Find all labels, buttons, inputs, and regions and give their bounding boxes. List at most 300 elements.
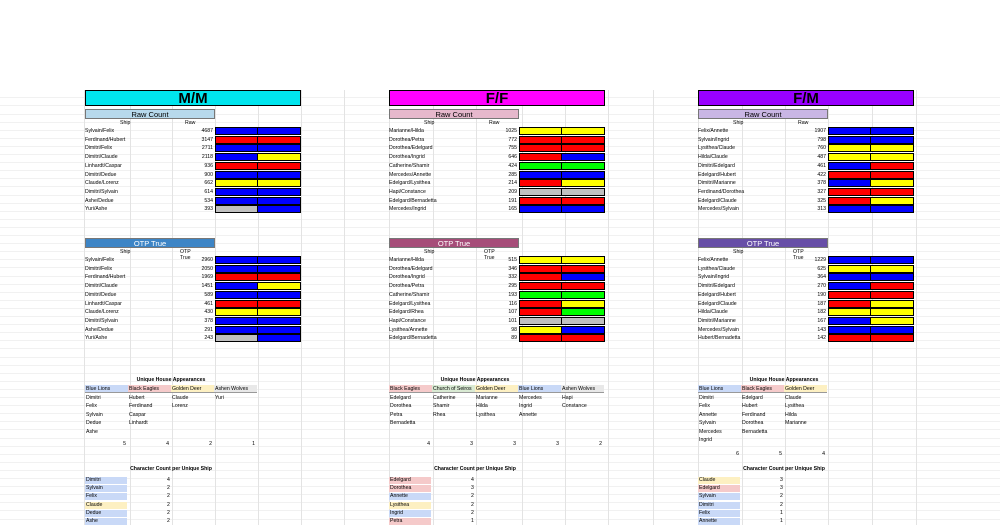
raw-count-header: Raw Count — [85, 109, 215, 119]
ship-count: 378 — [204, 317, 213, 324]
table-row — [389, 136, 605, 144]
table-row — [389, 326, 605, 334]
house-member: Ashe — [86, 428, 98, 435]
house-count: 5 — [123, 441, 126, 447]
character-count: 1 — [780, 509, 783, 516]
house-color-cell — [871, 205, 914, 213]
ship-count: 422 — [817, 171, 826, 178]
house-color-cell — [871, 300, 914, 308]
house-color-cell — [871, 308, 914, 316]
ship-count: 364 — [817, 274, 826, 281]
house-color-cell — [258, 334, 301, 342]
col-header-ship: Ship — [733, 120, 744, 126]
ship-name: Marianne/Hilda — [389, 257, 424, 263]
house-header: Blue Lions — [698, 385, 741, 393]
ship-name: Edelgard/Bernadetta — [389, 335, 437, 342]
ship-name: Dimitri/Sylvain — [85, 188, 118, 195]
ship-count: 589 — [204, 291, 213, 298]
unique-house-title: Unique House Appearances — [440, 377, 510, 383]
house-color-cell — [562, 273, 605, 281]
house-color-cell — [519, 162, 562, 170]
character-name: Felix — [698, 510, 740, 517]
character-count: 2 — [471, 509, 474, 516]
house-member: Ingrid — [519, 403, 532, 410]
ship-count: 378 — [817, 180, 826, 187]
ship-count: 534 — [204, 197, 213, 204]
otp-true-header: OTP True — [85, 238, 215, 248]
house-color-cell — [871, 153, 914, 161]
house-color-cell — [258, 273, 301, 281]
house-color-cell — [215, 205, 258, 213]
house-color-cell — [215, 256, 258, 264]
house-color-cell — [215, 171, 258, 179]
ship-count: 772 — [508, 136, 517, 143]
ship-count: 190 — [817, 291, 826, 298]
raw-count-header: Raw Count — [698, 109, 828, 119]
house-count: 3 — [556, 441, 559, 447]
house-member: Annette — [519, 411, 537, 418]
ship-name: Edelgard/Claude — [698, 197, 737, 204]
house-color-cell — [871, 265, 914, 273]
house-color-cell — [562, 171, 605, 179]
house-color-cell — [871, 162, 914, 170]
house-color-cell — [215, 153, 258, 161]
ship-count: 1907 — [814, 128, 826, 134]
house-color-cell — [258, 256, 301, 264]
house-member: Petra — [390, 411, 403, 418]
table-row — [85, 127, 301, 135]
house-color-cell — [215, 127, 258, 135]
house-member: Dedue — [86, 420, 102, 427]
house-member: Annette — [699, 411, 717, 418]
house-color-cell — [519, 273, 562, 281]
house-color-cell — [562, 300, 605, 308]
ship-name: Dorothea/Ingrid — [389, 154, 425, 161]
ship-count: 614 — [204, 188, 213, 195]
ship-name: Hapi/Constance — [389, 188, 426, 195]
house-color-cell — [871, 136, 914, 144]
ship-name: Claude/Lorenz — [85, 180, 119, 187]
house-color-cell — [562, 326, 605, 334]
house-color-cell — [562, 291, 605, 299]
ship-count: 209 — [508, 188, 517, 195]
house-color-cell — [828, 162, 871, 170]
ship-count: 325 — [817, 197, 826, 204]
ship-name: Edelgard/Rhea — [389, 309, 424, 316]
ship-name: Dimitri/Felix — [85, 145, 113, 152]
ship-count: 1451 — [201, 283, 213, 290]
house-color-cell — [519, 334, 562, 342]
section-title: F/F — [389, 90, 605, 106]
character-count: 2 — [167, 509, 170, 516]
character-name: Sylvain — [698, 493, 740, 500]
ship-count: 393 — [204, 206, 213, 213]
ship-count: 1025 — [505, 128, 517, 134]
table-row — [698, 256, 914, 264]
table-row — [698, 308, 914, 316]
table-row — [698, 282, 914, 290]
house-color-cell — [258, 205, 301, 213]
house-color-cell — [871, 127, 914, 135]
ship-name: Ferdinand/Hubert — [85, 274, 126, 281]
ship-count: 430 — [204, 309, 213, 316]
table-row — [389, 162, 605, 170]
house-color-cell — [871, 273, 914, 281]
character-name: Annette — [389, 493, 431, 500]
house-color-cell — [258, 265, 301, 273]
ship-count: 3147 — [201, 136, 213, 143]
col-header-value: Raw — [185, 120, 196, 126]
col-header-value: OTP True — [484, 249, 495, 261]
table-row — [85, 179, 301, 187]
house-count: 1 — [252, 441, 255, 447]
house-member: Bernadetta — [742, 428, 768, 435]
table-row — [85, 136, 301, 144]
ship-name: Dorothea/Petra — [389, 136, 425, 143]
house-color-cell — [519, 136, 562, 144]
house-color-cell — [215, 334, 258, 342]
house-color-cell — [871, 197, 914, 205]
house-color-cell — [519, 205, 562, 213]
house-color-cell — [871, 179, 914, 187]
ship-name: Sylvain/Ingrid — [698, 136, 730, 143]
house-member: Edelgard — [742, 395, 763, 401]
house-member: Edelgard — [390, 395, 411, 401]
ship-name: Edelgard/Lysithea — [389, 180, 431, 187]
table-row — [698, 326, 914, 334]
ship-name: Edelgard/Bernadetta — [389, 197, 437, 204]
house-header: Ashen Wolves — [214, 385, 257, 393]
house-color-cell — [562, 188, 605, 196]
character-name: Felix — [85, 493, 127, 500]
ship-count: 662 — [204, 180, 213, 187]
table-row — [698, 171, 914, 179]
ship-name: Hilda/Claude — [698, 309, 728, 316]
character-count: 2 — [471, 493, 474, 500]
house-color-cell — [871, 334, 914, 342]
house-color-cell — [258, 282, 301, 290]
ship-name: Lysithea/Annette — [389, 326, 428, 333]
house-color-cell — [828, 300, 871, 308]
table-row — [698, 334, 914, 342]
ship-count: 327 — [817, 188, 826, 195]
house-color-cell — [828, 308, 871, 316]
ship-count: 346 — [508, 265, 517, 272]
table-row — [389, 153, 605, 161]
ship-name: Dimitri/Claude — [85, 283, 118, 290]
character-name: Annette — [698, 518, 740, 525]
col-header-ship: Ship — [733, 249, 744, 255]
ship-name: Dimitri/Dedue — [85, 171, 117, 178]
house-color-cell — [519, 308, 562, 316]
table-row — [698, 205, 914, 213]
ship-name: Dorothea/Edelgard — [389, 265, 433, 272]
character-name: Dimitri — [698, 502, 740, 509]
ship-name: Edelgard/Lysithea — [389, 300, 431, 307]
col-header-ship: Ship — [120, 249, 131, 255]
character-count: 2 — [167, 518, 170, 524]
ship-name: Dorothea/Edelgard — [389, 145, 433, 152]
table-row — [85, 153, 301, 161]
ship-name: Dimitri/Claude — [85, 154, 118, 161]
character-name: Claude — [698, 477, 740, 484]
house-color-cell — [871, 144, 914, 152]
table-row — [698, 273, 914, 281]
house-color-cell — [828, 326, 871, 334]
house-color-cell — [562, 136, 605, 144]
char-count-title: Character Count per Unique Ship — [130, 466, 212, 472]
ship-count: 143 — [817, 326, 826, 333]
house-color-cell — [828, 205, 871, 213]
ship-count: 760 — [817, 145, 826, 152]
character-name: Petra — [389, 518, 431, 525]
house-color-cell — [258, 291, 301, 299]
ship-count: 332 — [508, 274, 517, 281]
house-color-cell — [215, 188, 258, 196]
table-row — [85, 308, 301, 316]
house-color-cell — [258, 153, 301, 161]
house-member: Claude — [172, 395, 189, 401]
house-color-cell — [215, 162, 258, 170]
character-count: 3 — [780, 477, 783, 483]
house-color-cell — [519, 127, 562, 135]
table-row — [85, 205, 301, 213]
house-color-cell — [519, 317, 562, 325]
house-color-cell — [828, 153, 871, 161]
house-count: 6 — [736, 451, 739, 457]
col-header-ship: Ship — [424, 120, 435, 126]
house-color-cell — [519, 197, 562, 205]
ship-name: Claude/Lorenz — [85, 309, 119, 316]
character-count: 2 — [167, 485, 170, 492]
house-color-cell — [258, 179, 301, 187]
ship-name: Felix/Annette — [698, 128, 729, 134]
table-row — [698, 153, 914, 161]
ship-count: 4687 — [201, 128, 213, 134]
house-color-cell — [519, 256, 562, 264]
ship-name: Linhardt/Caspar — [85, 300, 122, 307]
table-row — [85, 188, 301, 196]
ship-name: Mercedes/Annette — [389, 171, 432, 178]
house-color-cell — [828, 127, 871, 135]
otp-true-header: OTP True — [389, 238, 519, 248]
table-row — [85, 291, 301, 299]
house-color-cell — [562, 197, 605, 205]
house-color-cell — [828, 188, 871, 196]
table-row — [698, 317, 914, 325]
character-count: 4 — [167, 477, 170, 483]
house-color-cell — [519, 153, 562, 161]
house-member: Yuri — [215, 395, 224, 401]
otp-true-header: OTP True — [698, 238, 828, 248]
ship-name: Hubert/Bernadetta — [698, 335, 741, 342]
house-color-cell — [828, 171, 871, 179]
house-color-cell — [828, 197, 871, 205]
ship-name: Sylvain/Ingrid — [698, 274, 730, 281]
house-color-cell — [828, 317, 871, 325]
house-color-cell — [258, 300, 301, 308]
ship-count: 1229 — [814, 257, 826, 263]
ship-name: Edelgard/Hubert — [698, 291, 736, 298]
table-row — [85, 282, 301, 290]
house-color-cell — [215, 179, 258, 187]
house-member: Felix — [699, 403, 710, 410]
ship-name: Lysithea/Claude — [698, 265, 736, 272]
character-count: 1 — [780, 518, 783, 524]
house-member: Caspar — [129, 411, 146, 418]
table-row — [389, 197, 605, 205]
house-color-cell — [519, 326, 562, 334]
house-member: Bernadetta — [390, 420, 416, 427]
table-row — [389, 308, 605, 316]
ship-count: 424 — [508, 162, 517, 169]
house-member: Catherine — [433, 395, 456, 401]
ship-name: Ferdinand/Dorothea — [698, 188, 745, 195]
house-color-cell — [828, 136, 871, 144]
ship-name: Felix/Annette — [698, 257, 729, 263]
ship-count: 936 — [204, 162, 213, 169]
house-member: Ingrid — [699, 437, 712, 443]
character-name: Lysithea — [389, 502, 431, 509]
col-header-ship: Ship — [424, 249, 435, 255]
ship-name: Yuri/Ashe — [85, 335, 108, 342]
house-count: 3 — [513, 441, 516, 447]
house-color-cell — [562, 127, 605, 135]
ship-count: 313 — [817, 206, 826, 213]
house-member: Lysithea — [476, 411, 496, 418]
ship-count: 625 — [817, 265, 826, 272]
ship-name: Dorothea/Petra — [389, 283, 425, 290]
character-count: 3 — [471, 485, 474, 492]
char-count-title: Character Count per Unique Ship — [434, 466, 516, 472]
house-header: Golden Deer — [475, 385, 518, 393]
ship-name: Lysithea/Claude — [698, 145, 736, 152]
ship-count: 107 — [508, 309, 517, 316]
table-row — [389, 273, 605, 281]
ship-count: 1969 — [201, 274, 213, 281]
ship-count: 2711 — [201, 145, 213, 152]
house-color-cell — [258, 127, 301, 135]
house-color-cell — [828, 334, 871, 342]
house-count: 4 — [822, 451, 825, 457]
house-member: Shamir — [433, 403, 450, 410]
house-member: Hilda — [476, 403, 488, 410]
house-color-cell — [519, 171, 562, 179]
ship-count: 165 — [508, 206, 517, 213]
character-count: 1 — [471, 518, 474, 524]
house-color-cell — [562, 317, 605, 325]
house-color-cell — [215, 326, 258, 334]
col-header-ship: Ship — [120, 120, 131, 126]
house-color-cell — [828, 179, 871, 187]
ship-count: 461 — [204, 300, 213, 307]
house-member: Sylvain — [86, 411, 103, 418]
house-header: Blue Lions — [518, 385, 561, 393]
table-row — [389, 127, 605, 135]
ship-count: 243 — [204, 335, 213, 342]
ship-name: Mercedes/Ingrid — [389, 206, 427, 213]
house-color-cell — [215, 197, 258, 205]
ship-count: 461 — [817, 162, 826, 169]
ship-count: 142 — [817, 335, 826, 342]
table-row — [85, 197, 301, 205]
house-color-cell — [871, 188, 914, 196]
ship-name: Sylvain/Felix — [85, 257, 115, 263]
house-header: Golden Deer — [171, 385, 214, 393]
ship-count: 193 — [508, 291, 517, 298]
ship-count: 900 — [204, 171, 213, 178]
house-color-cell — [562, 265, 605, 273]
section-title: F/M — [698, 90, 914, 106]
table-row — [85, 317, 301, 325]
ship-count: 167 — [817, 317, 826, 324]
house-color-cell — [828, 144, 871, 152]
house-header: Ashen Wolves — [561, 385, 604, 393]
house-member: Constance — [562, 403, 587, 410]
ship-name: Dimitri/Felix — [85, 265, 113, 272]
house-color-cell — [562, 179, 605, 187]
character-name: Edelgard — [698, 485, 740, 492]
ship-name: Dimitri/Edelgard — [698, 283, 735, 290]
house-color-cell — [258, 162, 301, 170]
table-row — [85, 171, 301, 179]
house-color-cell — [562, 162, 605, 170]
house-color-cell — [519, 282, 562, 290]
ship-name: Yuri/Ashe — [85, 206, 108, 213]
house-member: Marianne — [476, 395, 498, 401]
ship-name: Marianne/Hilda — [389, 128, 424, 134]
ship-name: Dimitri/Edelgard — [698, 162, 735, 169]
house-color-cell — [258, 171, 301, 179]
table-row — [85, 162, 301, 170]
house-color-cell — [562, 205, 605, 213]
ship-count: 214 — [508, 180, 517, 187]
table-row — [389, 256, 605, 264]
house-color-cell — [519, 265, 562, 273]
character-name: Ashe — [85, 518, 127, 525]
house-header: Golden Deer — [784, 385, 827, 393]
col-header-value: Raw — [489, 120, 500, 126]
house-color-cell — [562, 282, 605, 290]
house-color-cell — [258, 197, 301, 205]
house-color-cell — [871, 256, 914, 264]
house-color-cell — [871, 171, 914, 179]
house-color-cell — [828, 256, 871, 264]
grid-column-line — [344, 90, 345, 525]
ship-name: Ashe/Dedue — [85, 197, 114, 204]
house-color-cell — [258, 308, 301, 316]
ship-count: 285 — [508, 171, 517, 178]
col-header-value: OTP True — [793, 249, 804, 261]
house-header: Black Eagles — [389, 385, 432, 393]
character-count: 2 — [780, 493, 783, 500]
ship-name: Ferdinand/Hubert — [85, 136, 126, 143]
character-name: Dorothea — [389, 485, 431, 492]
house-color-cell — [562, 334, 605, 342]
house-member: Rhea — [433, 411, 446, 418]
house-header: Black Eagles — [741, 385, 784, 393]
table-row — [698, 197, 914, 205]
house-color-cell — [215, 317, 258, 325]
house-member: Dimitri — [699, 395, 714, 401]
house-member: Ferdinand — [742, 411, 766, 418]
raw-count-header: Raw Count — [389, 109, 519, 119]
ship-name: Ashe/Dedue — [85, 326, 114, 333]
house-color-cell — [519, 144, 562, 152]
house-member: Lysithea — [785, 403, 805, 410]
house-color-cell — [519, 291, 562, 299]
ship-name: Sylvain/Felix — [85, 128, 115, 134]
